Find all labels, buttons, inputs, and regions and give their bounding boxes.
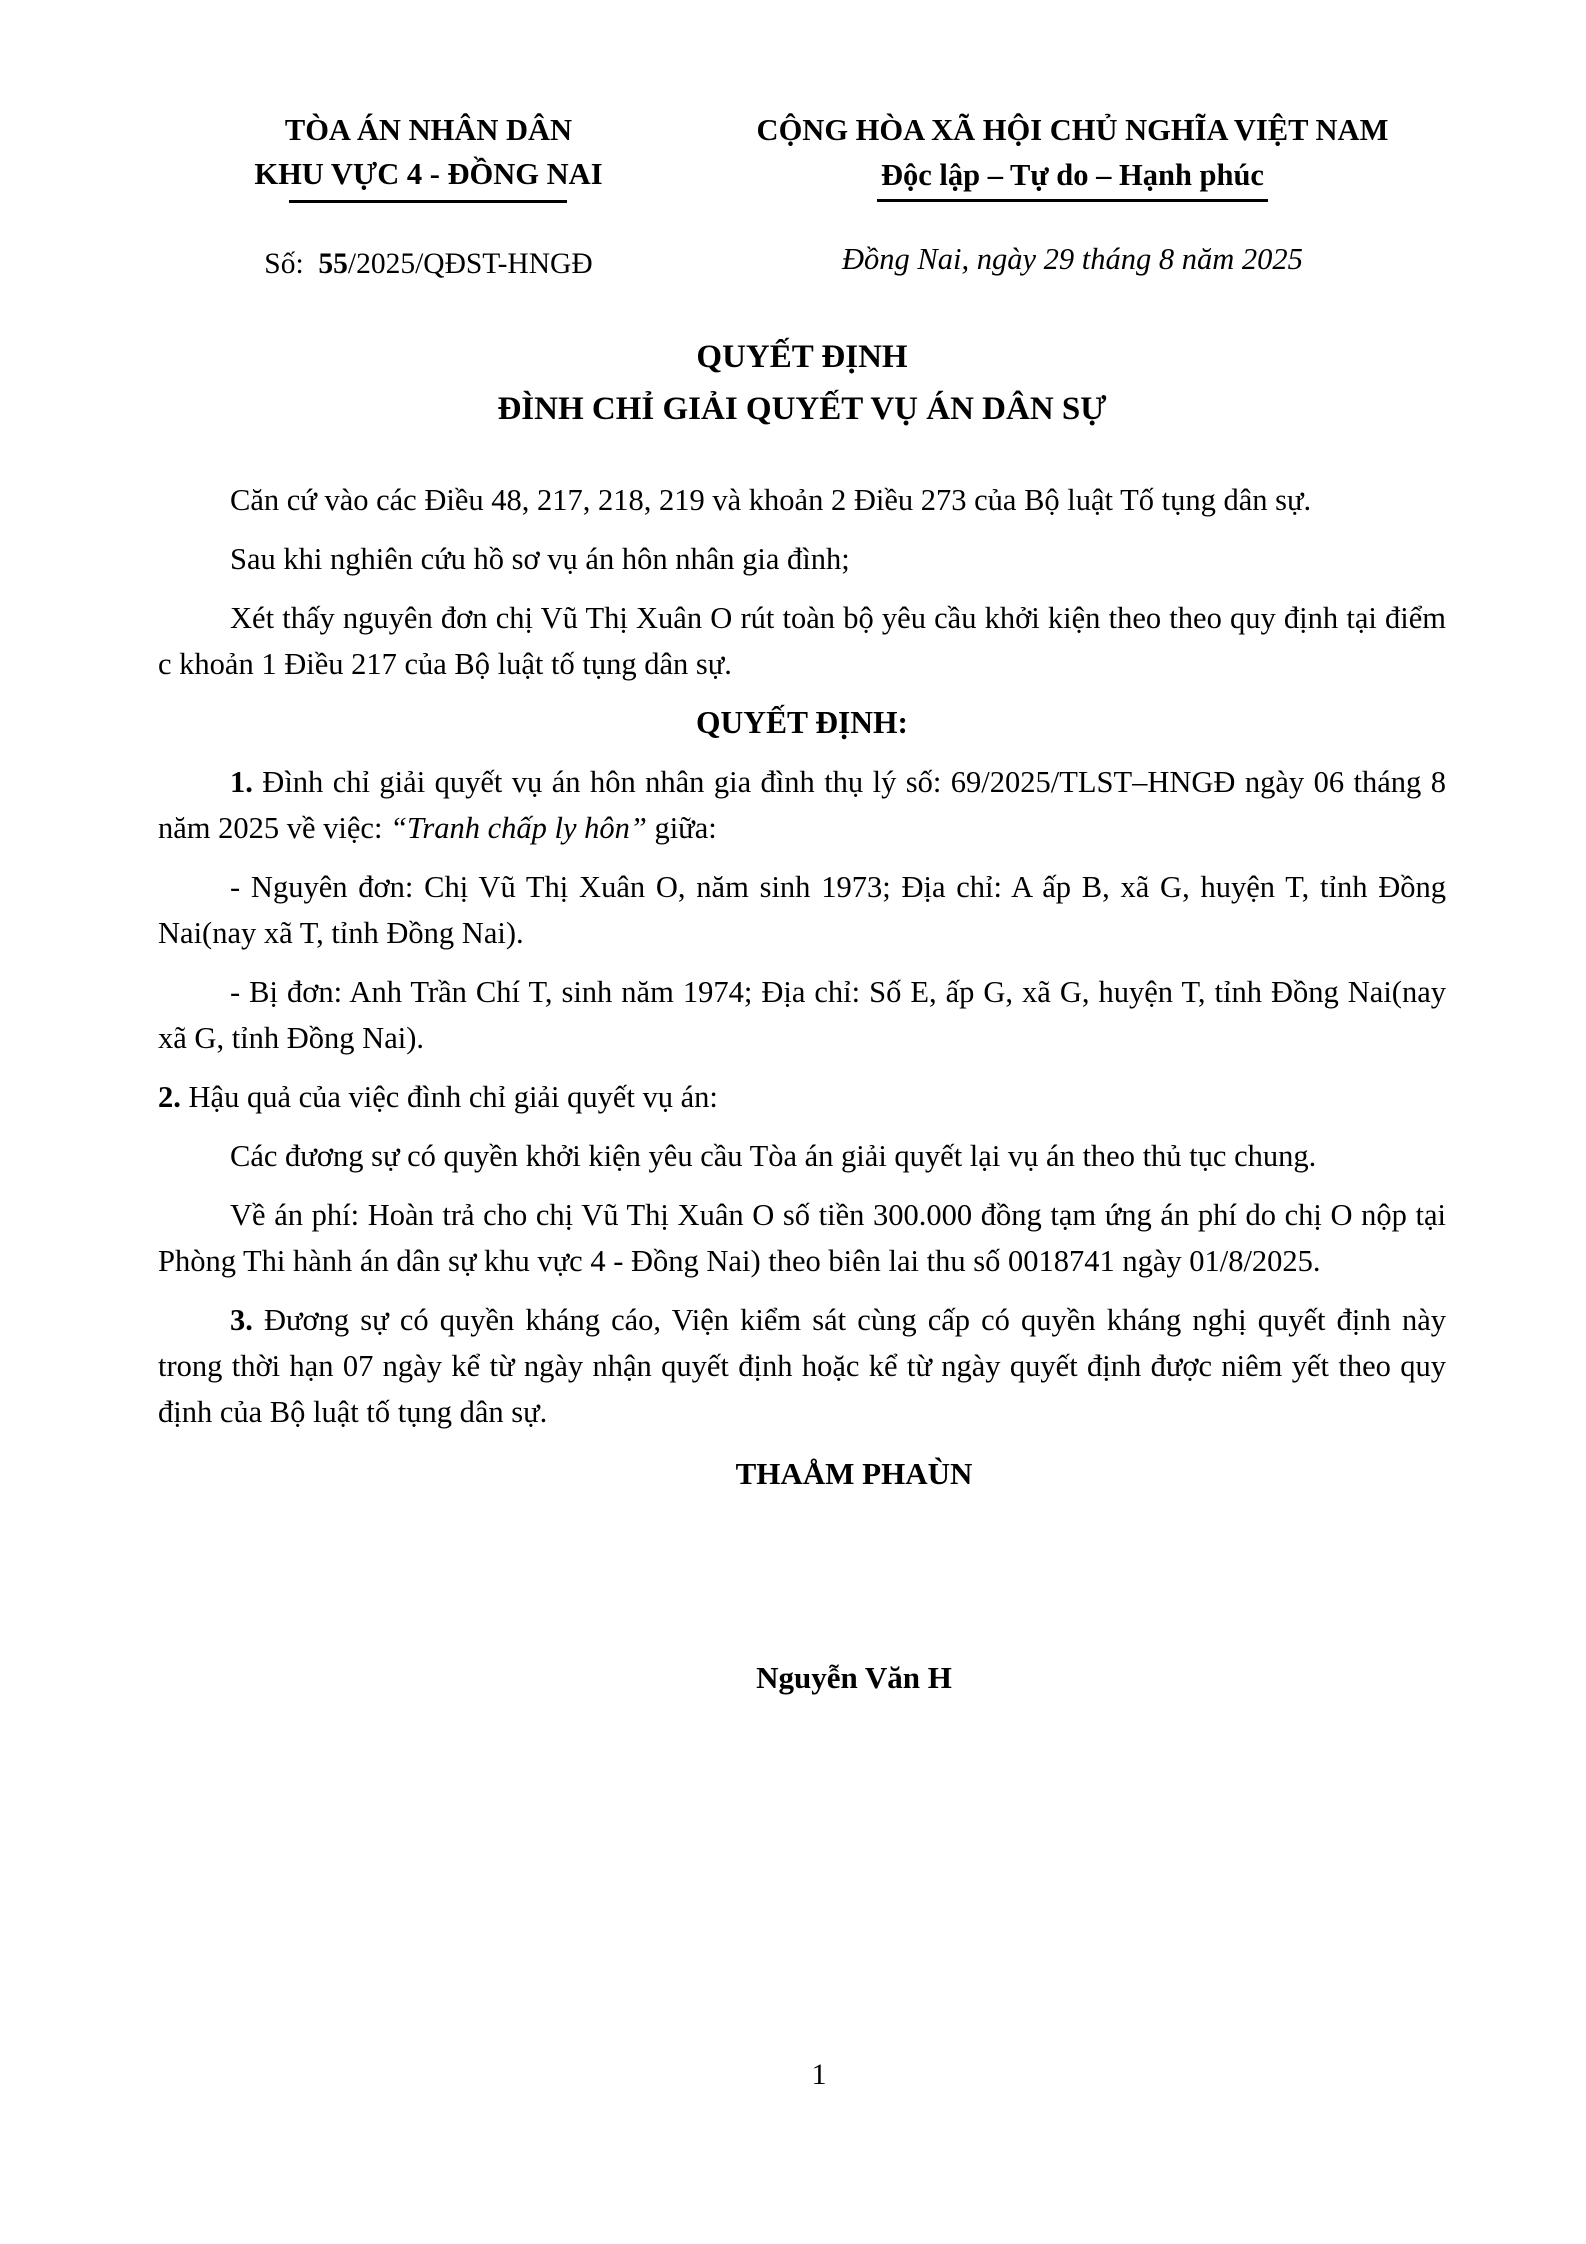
court-header (158, 108, 699, 287)
document-body (158, 477, 1446, 1435)
doc-number-suffix: /2025/QĐST-HNGĐ (347, 248, 593, 280)
decision-item-1 (158, 759, 1446, 851)
paragraph-legal-basis: Căn cứ vào các Điều 48, 217, 218, 219 và khoản 2 Điều 273 của Bộ luật Tố tụng dân sự. (230, 483, 1312, 517)
item1-text-after: giữa: (646, 811, 717, 845)
national-motto: Độc lập – Tự do – Hạnh phúc (877, 153, 1268, 202)
court-header-underline (289, 200, 567, 203)
doc-number-label: Số: (264, 248, 319, 280)
doc-number (158, 241, 699, 287)
paragraph-consequence: Các đương sự có quyền khởi kiện yêu cầu Tòa án giải quyết lại vụ án theo thủ tục chung. (230, 1139, 1317, 1173)
document-header (158, 108, 1446, 287)
court-name-line2: KHU VỰC 4 - ĐỒNG NAI (254, 157, 603, 191)
item1-text-before: Đình chỉ giải quyết vụ án hôn nhân gia đình thụ lý số: 69/2025/TLST–HNGĐ ngày 06 tháng 8 năm 2025 về việc: (158, 765, 1446, 845)
defendant-info: - Bị đơn: Anh Trần Chí T, sinh năm 1974; Địa chỉ: Số E, ấp G, xã G, huyện T, tỉnh Đồng Nai(nay xã G, tỉnh Đồng Nai). (158, 975, 1446, 1055)
title-line2: ĐÌNH CHỈ GIẢI QUYẾT VỤ ÁN DÂN SỰ (497, 391, 1107, 427)
decision-item-2 (158, 1074, 1446, 1120)
plaintiff-info: - Nguyên đơn: Chị Vũ Thị Xuân O, năm sinh 1973; Địa chỉ: A ấp B, xã G, huyện T, tỉnh Đồng Nai(nay xã T, tỉnh Đồng Nai). (158, 870, 1446, 950)
signature-title: THAÅM PHAÙN (735, 1456, 973, 1491)
page-number: 1 (811, 2058, 827, 2091)
signature-block (210, 1451, 1498, 1701)
paragraph-fee-refund: Về án phí: Hoàn trả cho chị Vũ Thị Xuân O số tiền 300.000 đồng tạm ứng án phí do chị O nộp tại Phòng Thi hành án dân sự khu vực 4 - Đồng Nai) theo biên lai thu số 0018741 ngày 01/8/2025. (158, 1198, 1446, 1278)
item1-number: 1. (230, 765, 253, 799)
court-name-line1: TÒA ÁN NHÂN DÂN (284, 113, 573, 147)
paragraph-findings: Xét thấy nguyên đơn chị Vũ Thị Xuân O rút toàn bộ yêu cầu khởi kiện theo theo quy định tại điểm c khoản 1 Điều 217 của Bộ luật tố tụng dân sự. (158, 601, 1446, 681)
decision-heading: QUYẾT ĐỊNH: (695, 705, 909, 740)
signer-name: Nguyễn Văn H (756, 1660, 952, 1695)
decision-item-3 (158, 1297, 1446, 1435)
item3-text: Đương sự có quyền kháng cáo, Viện kiểm sát cùng cấp có quyền kháng nghị quyết định này trong thời hạn 07 ngày kể từ ngày nhận quyết định hoặc kể từ ngày quyết định được niêm yết theo quy định của Bộ luật tố tụng dân sự. (158, 1303, 1446, 1429)
item2-text: Hậu quả của việc đình chỉ giải quyết vụ án: (180, 1080, 718, 1114)
item2-number: 2. (158, 1080, 181, 1114)
national-title: CỘNG HÒA XÃ HỘI CHỦ NGHĨA VIỆT NAM (756, 113, 1389, 147)
item3-number: 3. (230, 1303, 253, 1337)
item1-case-name: “Tranh chấp ly hôn” (390, 811, 647, 845)
document-title (158, 331, 1446, 435)
doc-date: Đồng Nai, ngày 29 tháng 8 năm 2025 (842, 242, 1303, 276)
paragraph-case-review: Sau khi nghiên cứu hồ sơ vụ án hôn nhân gia đình; (230, 542, 850, 576)
national-header (699, 108, 1446, 287)
title-line1: QUYẾT ĐỊNH (696, 339, 908, 375)
doc-number-value: 55 (318, 248, 348, 280)
